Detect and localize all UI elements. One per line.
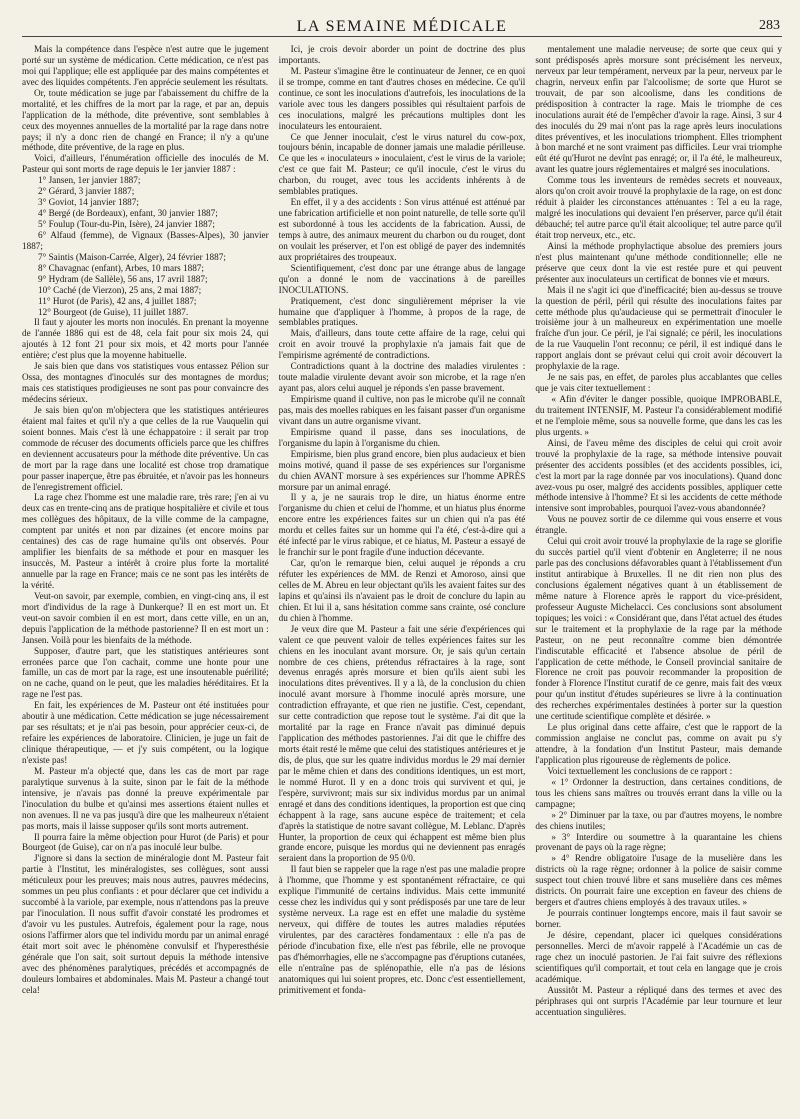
paragraph: « 1° Ordonner la destruction, dans certaines conditions, de tous les chiens sans maîtres ou trouvés errant dans la ville ou la campagne; xyxy=(535,776,782,809)
paragraph: » 3° Interdire ou soumettre à la quarantaine les chiens provenant de pays où la rage règne; xyxy=(535,831,782,853)
paragraph: Celui qui croit avoir trouvé la prophylaxie de la rage se glorifie du succès partiel qu'il vient d'obtenir en Angleterre; il ne nous parle pas des conclusions défavorables quant à l'établissement d'un institut antirabique à Bruxelles. Il ne dit rien non plus des conclusions également négatives quant à un établissement de même nature à Florence après le rapport du vice-président, professeur Auguste Michelacci. Ces conclusions sont absolument topiques; les voici : « Considérant que, dans l'état actuel des études sur le traitement et la prophylaxie de la rage par la méthode Pasteur, on ne peut reconnaître comme bien démontrée l'indiscutable efficacité et l'absence absolue de péril de l'application de cette méthode, le Conseil provincial sanitaire de Florence ne croit pas pouvoir recommander la proposition de fonder à Florence l'Institut curatif de ce genre, mais fait des vœux pour qu'un institut d'études supérieures se livre à la continuation des recherches expérimentales destinées à porter sur la question une certitude scientifique complète et désirée. » xyxy=(535,536,782,722)
paragraph: Je veux dire que M. Pasteur a fait une série d'expériences qui valent ce que peuvent valoir de telles expériences faites sur les chiens en les inoculant avant morsure. Or, je sais qu'un certain nombre de ces chiens, prétendus réfractaires à la rage, sont devenus enragés après morsure et bien qu'ils aient subi les inoculations dites préventives. Il y a là, de la conclusion du chien inoculé avant morsure à l'homme inoculé après morsure, une contradiction effrayante, et que rien ne justifie. C'est, cependant, sur cette contradiction que repose tout le système. J'ai dit que la mortalité par la rage en France n'avait pas diminué depuis l'application des méthodes pastoriennes. J'ai dit que le chiffre des morts était resté le même que celui des statistiques antérieures et je dis, de plus, que sur les quatre individus mordus le 29 mai dernier par le même chien et dans des conditions identiques, un est mort, le nommé Hurot. Il y en a donc trois qui survivent et qui, je l'espère, survivront; mais sur six individus mordus par un animal enragé et dans des conditions identiques, la proportion est que cinq échappent à la rage, sans aucune espèce de traitement; et cela d'après la statistique de notre savant collègue, M. Leblanc. D'après Hunter, la proportion de ceux qui échappent est même bien plus grande encore, puisque les mordus qui ne deviennent pas enragés seraient dans la proportion de 95 0/0. xyxy=(278,623,526,864)
paragraph: Ainsi la méthode prophylactique absolue des premiers jours n'est plus maintenant qu'une méthode conditionnelle; elle ne préserve que ceux dont la vie est restée pure et qui peuvent présenter aux inoculateurs un certificat de bonnes vie et mœurs. xyxy=(535,240,782,284)
journal-page xyxy=(22,14,782,1109)
paragraph: Ici, je crois devoir aborder un point de doctrine des plus importants. xyxy=(278,44,526,65)
article-columns xyxy=(22,44,782,1109)
paragraph: 10° Caché (de Vierzon), 25 ans, 2 mai 1887; xyxy=(38,284,202,295)
paragraph: Or, toute médication se juge par l'abaissement du chiffre de la mortalité, et les chiffres de la mort par la rage, et par an, depuis l'application de la méthode, dite préventive, sont semblables à ceux des moyennes annuelles de la mortalité par la rage dans notre pays; il n'y a donc rien de changé en France; il n'y a qu'une méthode, dite préventive, de la rage en plus. xyxy=(22,87,269,153)
paragraph: 7° Saintis (Maison-Carrée, Alger), 24 février 1887; xyxy=(38,251,226,262)
paragraph: Comme tous les inventeurs de remèdes secrets et nouveaux, alors qu'on croit avoir trouvé la prophylaxie de la rage, on est donc réduit à plaider les circonstances atténuantes : Tel a eu la rage, malgré les inoculations qui devaient l'en préserver, parce qu'il était débauché; tel autre parce qu'il était alcoolique; tel autre parce qu'il était trop nerveux, etc., etc. xyxy=(535,175,782,240)
column-right xyxy=(535,44,782,1109)
paragraph: Ainsi, de l'aveu même des disciples de celui qui croit avoir trouvé la prophylaxie de la rage, sa méthode intensive pouvait présenter des accidents possibles (et des accidents possibles, ici, c'est la mort par la rage donnée par vos inoculations). Quand donc avez-vous pu oser, malgré des accidents possibles, appliquer cette méthode intensive à l'homme? Et si les accidents de cette méthode intensive sont improbables, pourquoi l'avez-vous abandonnée? xyxy=(535,437,782,514)
paragraph: 3° Goviot, 14 janvier 1887; xyxy=(38,197,139,208)
paragraph: Mais la compétence dans l'espèce n'est autre que le jugement porté sur un système de médication. Cette médication, ce n'est pas moi qui l'applique; elle est appliquée par des mains compétentes et avec des liquides compétents. J'en apprécie seulement les résultats. xyxy=(22,44,269,87)
paragraph: Car, qu'on le remarque bien, celui auquel je réponds a cru réfuter les expériences de MM. de Renzi et Amoroso, ainsi que celles de M. Abreu en leur objectant qu'ils les avaient faites sur des lapins et qu'ainsi ils n'avaient pas le droit de conclure du lapin au chien. Et lui il a, sans hésitation comme sans crainte, osé conclure du chien à l'homme. xyxy=(278,558,526,623)
paragraph: Il faut bien se rappeler que la rage n'est pas une maladie propre à l'homme, que l'homme y est spontanément réfractaire, ce qui explique l'immunité de certains individus. Mais cette immunité cesse chez les individus qui y sont prédisposés par une tare de leur système nerveux. La rage est en effet une maladie du système nerveux, qui diffère de toutes les autres maladies réputées virulentes, par des caractères fondamentaux : elle n'a pas de période d'incubation fixe, elle n'est pas fébrile, elle ne provoque pas d'hémorrhagies, elle ne s'accompagne pas d'éruptions cutanées, elle n'entraîne pas de splénopathie, elle n'a pas de lésions anatomiques qui lui soient propres, etc. Donc c'est essentiellement, primitivement et fonda- xyxy=(278,864,526,995)
paragraph: 2° Gérard, 3 janvier 1887; xyxy=(38,186,135,197)
paragraph: M. Pasteur s'imagine être le continuateur de Jenner, ce en quoi il se trompe, comme en tant d'autres choses en médecine. Ce qu'il continue, ce sont les inoculations d'autrefois, les inoculations de la variole avec tous les dangers possibles qui résultaient parfois de ces inoculations, malgré les précautions multiples dont les inoculateurs les entouraient. xyxy=(278,65,526,131)
page-number: 283 xyxy=(759,18,780,33)
column-left xyxy=(22,44,269,1109)
paragraph: 11° Hurot (de Paris), 42 ans, 4 juillet 1887; xyxy=(38,295,197,306)
paragraph: Voici, d'ailleurs, l'énumération officielle des inoculés de M. Pasteur qui sont morts de rage depuis le 1er janvier 1887 : xyxy=(22,153,269,175)
paragraph: Veut-on savoir, par exemple, combien, en vingt-cinq ans, il est mort d'individus de la rage à Dunkerque? Il en est mort un. Et veut-on savoir combien il en est mort, dans cette ville, en un an, depuis l'application de la méthode pastorienne? Il en est mort un : Jansen. Voilà pour les bienfaits de la méthode. xyxy=(22,590,269,645)
paragraph: Il faut y ajouter les morts non inoculés. En prenant la moyenne de l'année 1886 qui est de 48, cela fait pour six mois 24, qui ajoutés à 12 font 21 pour six mois, et 42 morts pour l'année entière; c'est plus que la moyenne habituelle. xyxy=(22,317,269,361)
paragraph: Empirisme, bien plus grand encore, bien plus audacieux et bien moins motivé, quand il passe de ses expériences sur l'organisme du chien AVANT morsure à ses expériences sur l'homme APRÈS morsure par un animal enragé. xyxy=(278,448,526,492)
paragraph: mentalement une maladie nerveuse; de sorte que ceux qui y sont prédisposés après morsure sont précisément les nerveux, nerveux par leur tempérament, nerveux par la peur, nerveux par le chagrin, nerveux enfin par l'alcoolisme; de sorte que Hurot se trouvait, de par son alcoolisme, dans les conditions de prédisposition à contracter la rage. Mais le triomphe de ces inoculations aurait été de l'empêcher d'avoir la rage. Ainsi, 3 sur 4 des inoculés du 29 mai n'ont pas la rage après leurs inoculations dites préventives, et les inoculations triomphent. Elles triomphent à bon marché et ne sont vraiment pas difficiles. Leur vrai triomphe eût été qu'Hurot ne devînt pas enragé; or, il l'a été, le malheureux, avant les quatre jours réglementaires et malgré ses inoculations. xyxy=(535,44,782,175)
paragraph: Je sais bien qu'on m'objectera que les statistiques antérieures étaient mal faites et qu'il n'y a que celles de la rue Vauquelin qui soient bonnes. Mais c'est là une échappatoire : il serait par trop commode de récuser des documents officiels parce que les chiffres en deviennent accusateurs pour la méthode dite préventive. Un cas de mort par la rage dans une localité est chose trop dramatique pour passer inaperçue, être pas ébruitée, et n'avoir pas les honneurs de l'enregistrement officiel. xyxy=(22,404,269,492)
paragraph: 9° Hydram (de Sallèle), 56 ans, 17 avril 1887; xyxy=(38,273,208,284)
paragraph: Je désire, cependant, placer ici quelques considérations personnelles. Merci de m'avoir rappelé à l'Académie un cas de rage chez un inoculé pastorien. Je l'ai fait suivre des réflexions scientifiques qu'il comportait, et tout cela en langage que je crois académique. xyxy=(535,929,782,984)
paragraph: Voici textuellement les conclusions de ce rapport : xyxy=(547,765,733,776)
paragraph: Le plus original dans cette affaire, c'est que le rapport de la commission anglaise ne conclut pas, comme on avait pu s'y attendre, à la fondation d'un Institut Pasteur, mais demande l'application plus rigoureuse de règlements de police. xyxy=(535,722,782,765)
paragraph: Je pourrais continuer longtemps encore, mais il faut savoir se borner. xyxy=(535,908,782,929)
paragraph: J'ignore si dans la section de minéralogie dont M. Pasteur fait partie à l'Institut, les minéralogistes, ses collègues, sont aussi méticuleux pour les preuves; mais nous autres, pauvres médecins, sommes un peu plus confiants : et pour déclarer que cet individu a succombé à la variole, par exemple, nous n'attendons pas la preuve par l'inoculation. Il nous suffit d'avoir constaté les prodromes et d'avoir vu les pustules. Autrefois, également pour la rage, nous osions l'affirmer alors que tel individu mordu par un animal enragé était mort soit avec le phénomène convulsif et l'hyperesthésie générale que l'on sait, soit surtout depuis la méthode intensive avec des phénomènes paralytiques, précédés et accompagnés de douleurs lombaires et abdominales. Mais M. Pasteur a changé tout cela! xyxy=(22,853,269,995)
paragraph: Pratiquement, c'est donc singulièrement mépriser la vie humaine que d'appliquer à l'homme, à propos de la rage, de semblables pratiques. xyxy=(278,295,526,328)
paragraph: 4° Bergé (de Bordeaux), enfant, 30 janvier 1887; xyxy=(38,208,218,219)
paragraph: M. Pasteur m'a objecté que, dans les cas de mort par rage paralytique survenus à la suite, sinon par le fait de la méthode intensive, je n'avais pas donné la preuve expérimentale par l'inoculation du bulbe et qu'ainsi mes assertions étaient nulles et non avenues. Il ne va pas jusqu'à dire que les malheureux n'étaient pas morts, mais il laisse supposer qu'ils sont morts autrement. xyxy=(22,765,269,831)
paragraph: Il pourra faire la même objection pour Hurot (de Paris) et pour Bourgeot (de Guise), car on n'a pas inoculé leur bulbe. xyxy=(22,831,269,853)
paragraph: Empirisme quand il passe, dans ses inoculations, de l'organisme du lapin à l'organisme du chien. xyxy=(278,426,526,448)
paragraph: 1° Jansen, 1er janvier 1887; xyxy=(38,175,141,186)
paragraph: » 2° Diminuer par la taxe, ou par d'autres moyens, le nombre des chiens inutiles; xyxy=(535,809,782,831)
paragraph: 5° Foulup (Tour-du-Pin, Isère), 24 janvier 1887; xyxy=(38,219,215,229)
paragraph: » 4° Rendre obligatoire l'usage de la muselière dans les districts où la rage règne; ordonner à la police de saisir comme suspect tout chien trouvé libre et sans muselière dans ces mêmes districts. On pourrait faire une exception en faveur des chiens de bergers et d'autres chiens employés à des travaux utiles. » xyxy=(535,853,782,908)
paragraph: Mais, d'ailleurs, dans toute cette affaire de la rage, celui qui croit en avoir trouvé la prophylaxie n'a jamais fait que de l'empirisme agrémenté de contradictions. xyxy=(278,328,526,361)
paragraph: Mais il ne s'agit ici que d'inefficacité; bien au-dessus se trouve la question de péril, péril qui résulte des inoculations faites par cette méthode plus qu'audacieuse qui se permettrait d'inoculer le troisième jour à un malheureux en expérimentation une moelle fraîche d'un jour. Ce péril, je l'ai signalé; ce péril, les inoculations de la rue Vauquelin l'ont reconnu; ce péril, il est indiqué dans le rapport anglais dont se prévaut celui qui croit avoir découvert la prophylaxie de la rage. xyxy=(535,284,782,372)
journal-title: LA SEMAINE MÉDICALE xyxy=(296,18,508,35)
paragraph: En effet, il y a des accidents : Son virus atténué est atténué par une fabrication artificielle et non point naturelle, de telle sorte qu'il est subordonné à tous les accidents de la fabrication. Aussi, de temps à autre, des animaux meurent du charbon ou du rouget, dont on voulait les préserver, et l'on est obligé de payer des indemnités aux propriétaires des troupeaux. xyxy=(278,197,526,262)
paragraph: Je ne sais pas, en effet, de paroles plus accablantes que celles que je vais citer textuellement : xyxy=(535,372,782,394)
paragraph: La rage chez l'homme est une maladie rare, très rare; j'en ai vu deux cas en trente-cinq ans de pratique hospitalière et civile et tous mes collègues des hôpitaux, de la ville comme de la campagne, comptent par unités et non par dizaines (et encore moins par centaines) des cas de rage humaine qu'ils ont observés. Pour amplifier les bienfaits de sa méthode et pour en masquer les insuccès, M. Pasteur a intérêt à croire plus forte la mortalité annuelle par la rage en France; mais ce ne sont pas les intérêts de la vérité. xyxy=(22,492,269,590)
paragraph: Aussitôt M. Pasteur a répliqué dans des termes et avec des périphrases qui ont surpris l'Académie par leur tournure et leur accentuation singulières. xyxy=(535,984,782,1017)
paragraph: En fait, les expériences de M. Pasteur ont été instituées pour aboutir à une médication. Cette médication se juge nécessairement par ses résultats; et je n'ai pas besoin, pour apprécier ceux-ci, de refaire les expériences de laboratoire. Clinicien, je juge un fait de clinique thérapeutique, — et j'y suis compétent, ou la logique n'existe pas! xyxy=(22,700,269,765)
paragraph: Vous ne pouvez sortir de ce dilemme qui vous enserre et vous étrangle. xyxy=(535,514,782,536)
paragraph: Je sais bien que dans vos statistiques vous entassez Pélion sur Ossa, des montagnes d'inoculés sur des montagnes de mordus; mais ces statistiques prodigieuses ne sont pas pour convaincre des médecins sérieux. xyxy=(22,361,269,404)
paragraph: Ce que Jenner inoculait, c'est le virus naturel du cow-pox, toujours bénin, incapable de donner jamais une maladie périlleuse. Ce que les « inoculateurs » inoculaient, c'est le virus de la variole; c'est ce que fait M. Pasteur; ce qu'il inocule, c'est le virus du charbon, du rouget, avec tous les accidents inhérents à de semblables pratiques. xyxy=(278,131,526,197)
column-middle xyxy=(279,44,526,1109)
paragraph: Contradictions quant à la doctrine des maladies virulentes : toute maladie virulente devant avoir son microbe, et la rage n'en ayant pas, alors celui auquel je réponds s'en passe bravement. xyxy=(278,361,526,394)
paragraph: Empirisme quand il cultive, non pas le microbe qu'il ne connaît pas, mais des moelles rabiques en les faisant passer d'un organisme vivant dans un autre organisme vivant. xyxy=(278,394,526,426)
paragraph: Il y a, je ne saurais trop le dire, un hiatus énorme entre l'organisme du chien et celui de l'homme, et un hiatus plus énorme encore entre les expériences faites sur un chien qui n'a pas été mordu et celles faites sur un homme qui l'a été, c'est-à-dire qui a été infecté par le virus rabique, et ce hiatus, M. Pasteur a essayé de le franchir sur le pont fragile d'une induction décevante. xyxy=(278,492,526,558)
paragraph: 6° Alfaud (femme), de Vignaux (Basses-Alpes), 30 janvier 1887; xyxy=(22,229,269,251)
paragraph: 12° Bourgeot (de Guise), 11 juillet 1887. xyxy=(38,306,189,317)
paragraph: « Afin d'éviter le danger possible, quoique IMPROBABLE, du traitement INTENSIF, M. Pasteur l'a considérablement modifié et ne l'emploie même, sous sa nouvelle forme, que dans les cas les plus urgents. » xyxy=(535,394,782,437)
paragraph: Supposer, d'autre part, que les statistiques antérieures sont erronées parce que l'on cachait, comme une honte pour une famille, un cas de mort par la rage, est une insoutenable puérilité; on ne cache, quand on le peut, que les maladies héréditaires. Et la rage ne l'est pas. xyxy=(22,645,269,700)
page-header xyxy=(22,14,782,37)
paragraph: Scientifiquement, c'est donc par une étrange abus de langage qu'on a donné le nom de vaccinations à de pareilles INOCULATIONS. xyxy=(278,262,526,295)
paragraph: 8° Chavagnac (enfant), Arbes, 10 mars 1887; xyxy=(38,262,204,273)
